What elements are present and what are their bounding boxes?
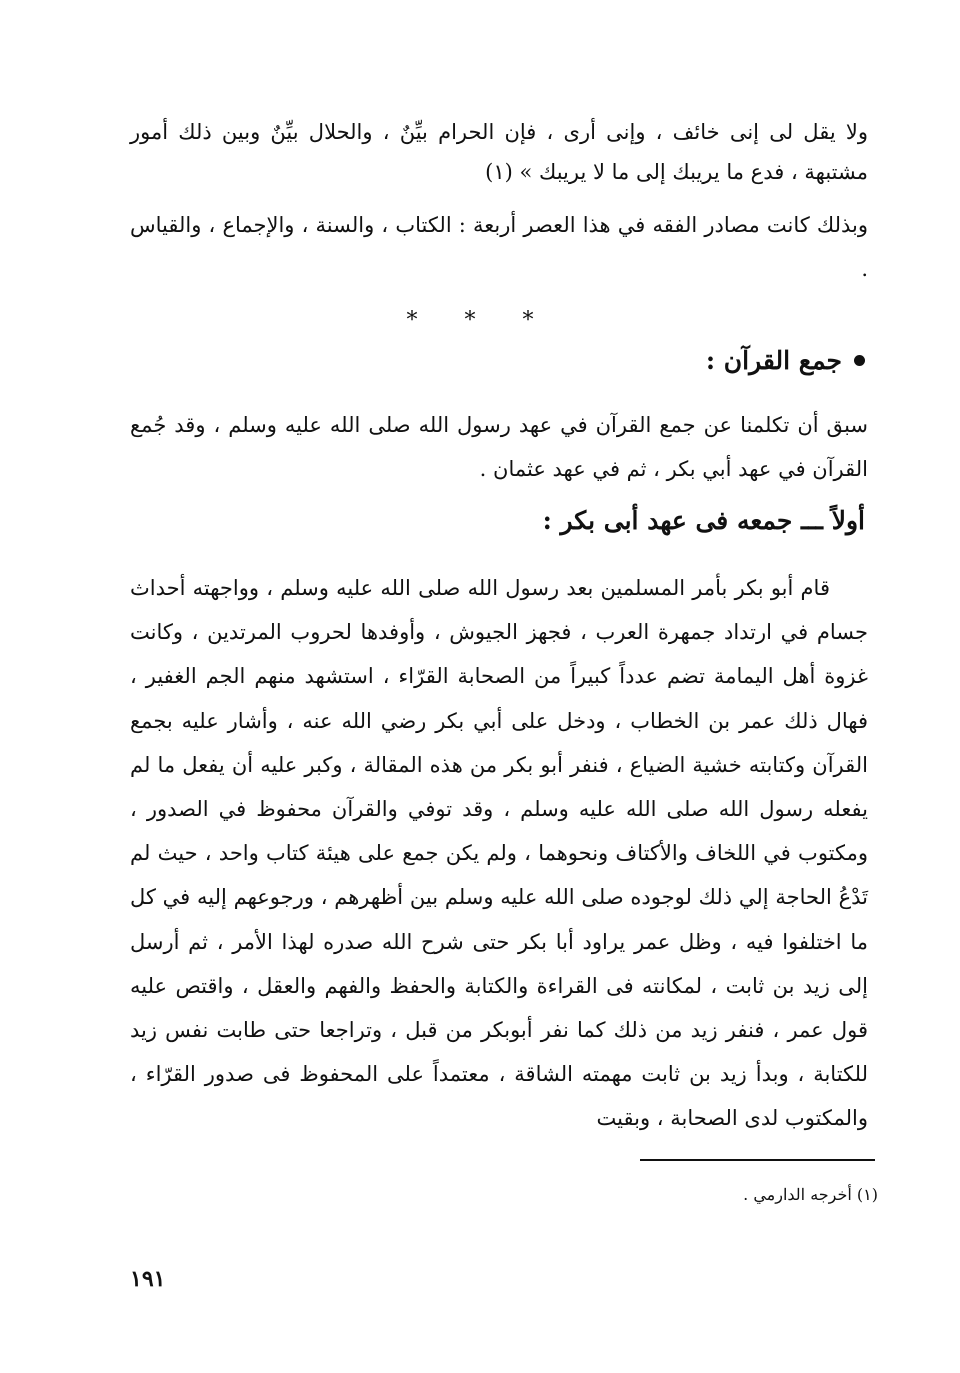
bullet-icon: [854, 355, 865, 366]
paragraph-intro-collection: سبق أن تكلمنا عن جمع القرآن في عهد رسول الله صلى الله عليه وسلم ، وقد جُمع القرآن في عهد أبي بكر ، ثم في عهد عثمان .: [130, 413, 868, 481]
paragraph-sources-of-fiqh: وبذلك كانت مصادر الفقه في هذا العصر أربعة : الكتاب ، والسنة ، والإجماع ، والقياس .: [130, 213, 868, 281]
footnote-divider: [640, 1159, 875, 1161]
section-separator: * * *: [406, 308, 554, 333]
subsection-heading: أولاً ـــ جمعه فى عهد أبى بكر :: [542, 506, 865, 535]
paragraph-abu-bakr-text: قام أبو بكر بأمر المسلمين بعد رسول الله صلى الله عليه وسلم ، وواجهته أحداث جسام في ارتداد جمهرة العرب ، فجهز الجيوش ، وأوفدها لحروب المرتدين ، وكانت غزوة أهل اليمامة تضم عدداً كبيراً من الصحابة القرّاء ، استشهد منهم الجم الغفير ، فهال ذلك عمر بن الخطاب ، ودخل على أبي بكر رضي الله عنه ، وأشار عليه بجمع القرآن وكتابته خشية الضياع ، فنفر أبو بكر من هذه المقالة ، وكبر عليه أن يفعل ما لم يفعله رسول الله صلى الله عليه وسلم ، وقد توفي والقرآن محفوظ في الصدور ، ومكتوب في اللخاف والأكتاف ونحوهما ، ولم يكن جمع على هيئة كتاب واحد ، حيث لم تَدْعُ الحاجة إلي ذلك لوجوده صلى الله عليه وسلم بين أظهرهم ، ورجوعهم إليه في كل ما اختلفوا فيه ، وظل عمر يراود أبا بكر حتى شرح الله صدره لهذا الأمر ، ثم أرسل إلى زيد بن ثابت ، لمكانته فى القراءة والكتابة والحفظ والفهم والعقل ، واقتص عليه قول عمر ، فنفر زيد من ذلك كما نفر أبوبكر من قبل ، وتراجعا حتى طابت نفس زيد للكتابة ، وبدأ زيد بن ثابت مهمته الشاقة ، معتمداً على المحفوظ فى صدور القرّاء ، والمكتوب لدى الصحابة ، وبقيت: [130, 576, 868, 1131]
paragraph-abu-bakr-collection: [130, 566, 868, 1141]
section-heading: [706, 346, 865, 375]
footnote: (١) أخرجه الدارمي .: [743, 1185, 878, 1204]
paragraph-hadith-end: ولا يقل لى إنى خائف ، وإنى أرى ، فإن الحرام بيِّنٌ ، والحلال بيِّنٌ وبين ذلك أمور مشتبهة ، فدع ما يريبك إلى ما لا يريبك » (١): [130, 120, 868, 184]
section-heading-text: جمع القرآن :: [705, 346, 842, 375]
page-number: ١٩١: [130, 1266, 166, 1292]
